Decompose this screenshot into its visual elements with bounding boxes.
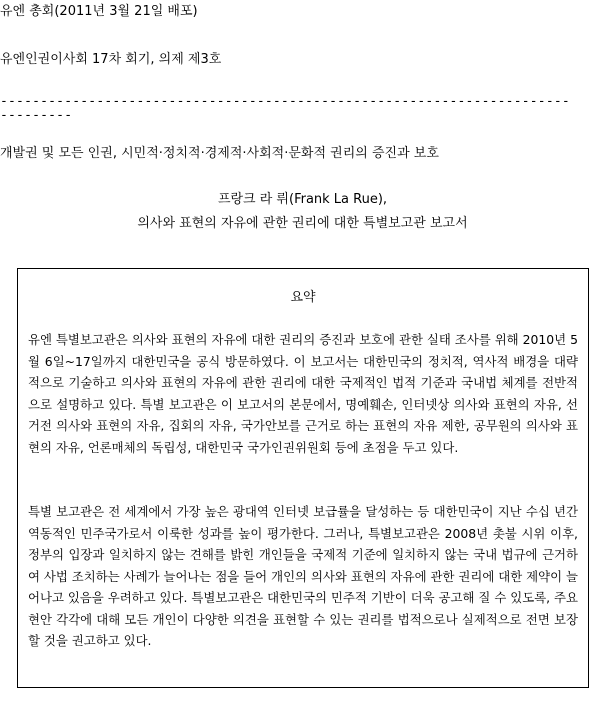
document-header-line2: 유엔인권이사회 17차 회기, 의제 제3호: [0, 52, 222, 67]
report-author: 프랑크 라 뤼(Frank La Rue),: [217, 192, 388, 207]
agenda-title: 개발권 및 모든 인권, 시민적·정치적·경제적·사회적·문화적 권리의 증진과 보호: [0, 146, 439, 161]
summary-box: [17, 268, 589, 688]
summary-paragraph-1: 유엔 특별보고관은 의사와 표현의 자유에 대한 권리의 증진과 보호에 관한 실태 조사를 위해 2010년 5월 6일~17일까지 대한민국을 공식 방문하였다. 이 보고서는 대한민국의 정치적, 역사적 배경을 대략적으로 기술하고 의사와 표현의 자유에 관한 권리에 대한 국제적인 법적 기준과 국내법 체계를 전반적으로 설명하고 있다. 특별 보고관은 이 보고서의 본문에서, 명예훼손, 인터넷상 의사와 표현의 자유, 선거전 의사와 표현의 자유, 집회의 자유, 국가안보를 근거로 하는 표현의 자유 제한, 공무원의 의사와 표현의 자유, 언론매체의 독립성, 대한민국 국가인권위원회 등에 초점을 두고 있다.: [28, 332, 578, 455]
summary-heading: 요약: [290, 290, 316, 305]
report-title: 의사와 표현의 자유에 관한 권리에 대한 특별보고관 보고서: [137, 216, 468, 231]
summary-paragraph-2: 특별 보고관은 전 세계에서 가장 높은 광대역 인터넷 보급률을 달성하는 등 대한민국이 지난 수십 년간 역동적인 민주국가로서 이룩한 성과를 높이 평가한다. 그러나, 특별보고관은 2008년 촛불 시위 이후, 정부의 입장과 일치하지 않는 견해를 밝힌 개인들을 국제적 기준에 일치하지 않는 국내 법규에 근거하여 사법 조치하는 사례가 늘어나는 점을 들어 개인의 의사와 표현의 자유에 관한 권리에 대한 제약이 늘어나고 있음을 우려하고 있다. 특별보고관은 대한민국의 민주적 기반이 더욱 공고해 질 수 있도록, 주요 현안 각각에 대해 모든 개인이 다양한 의견을 표현할 수 있는 권리를 법적으로나 실제적으로 전면 보장할 것을 권고하고 있다.: [28, 504, 578, 648]
divider-line: --------------------------------------------------------------------------------: [0, 94, 570, 123]
document-header-line1: 유엔 총회(2011년 3월 21일 배포): [0, 4, 198, 19]
